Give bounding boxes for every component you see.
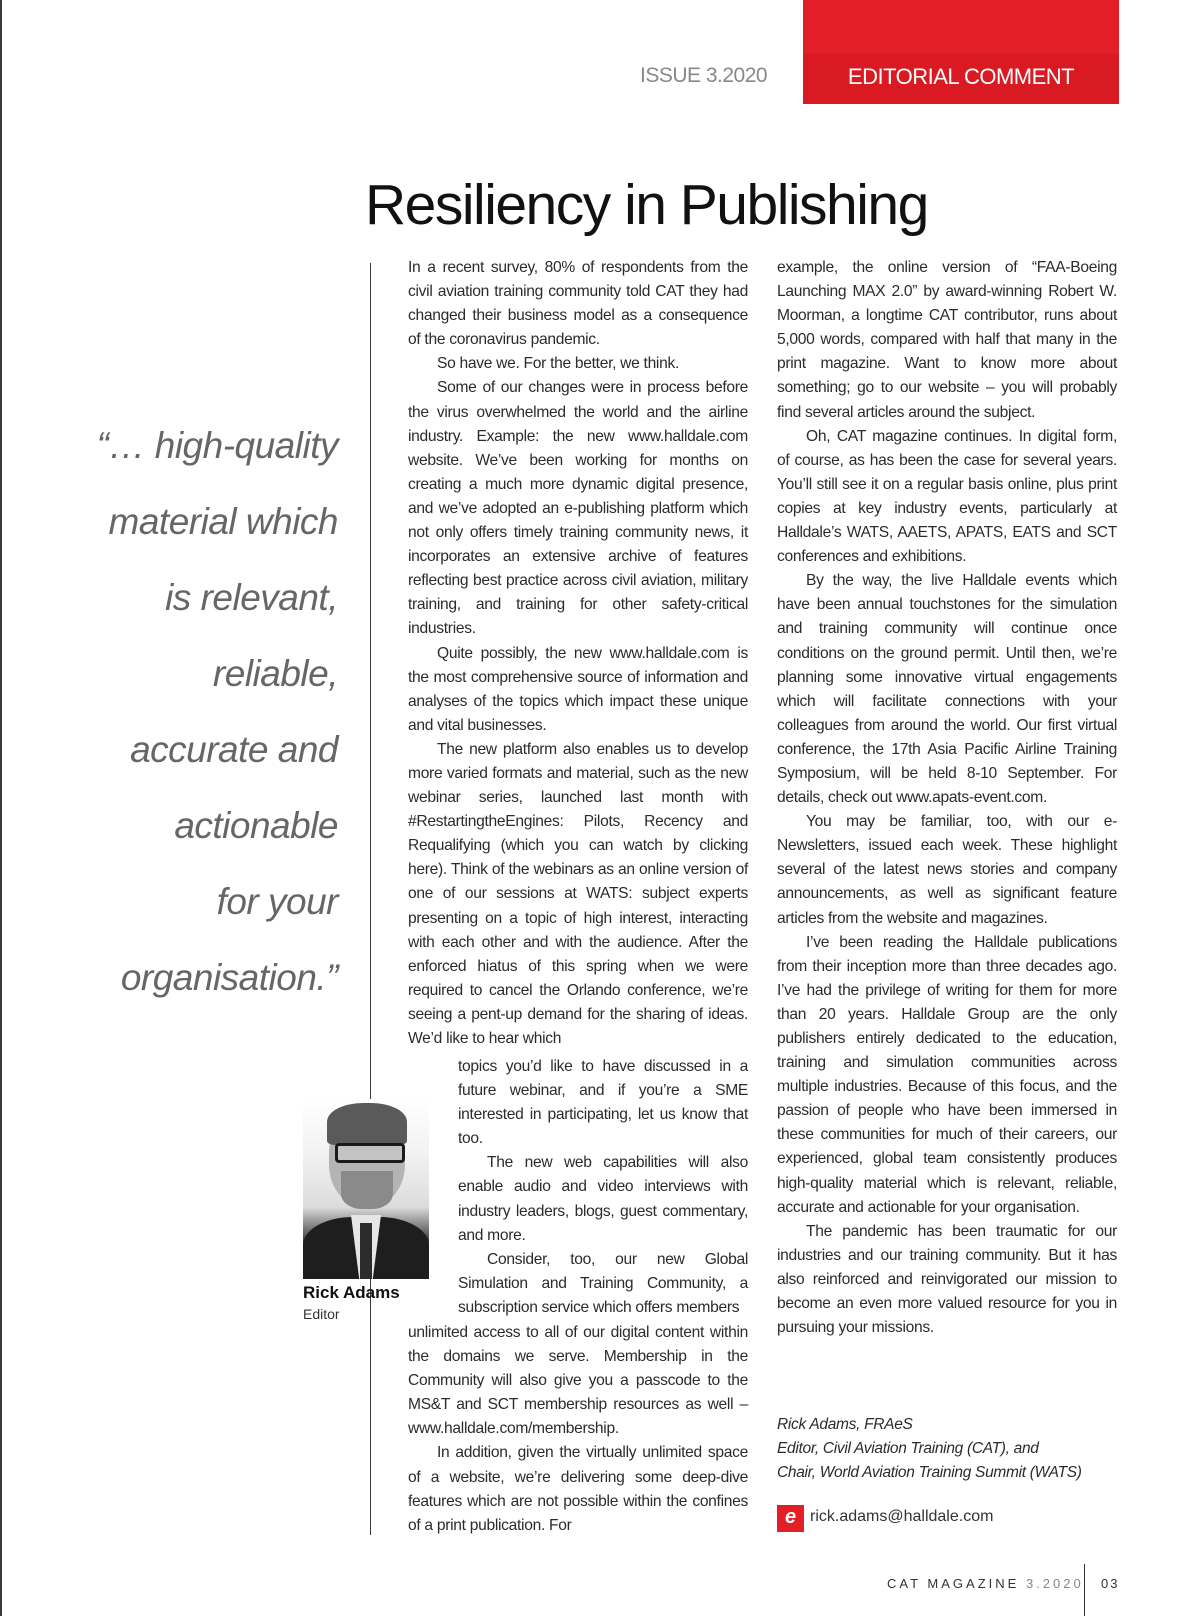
photo-tie — [360, 1223, 372, 1279]
paragraph: So have we. For the better, we think. — [437, 355, 680, 373]
footer-divider — [1084, 1564, 1085, 1616]
page-number: 03 — [1101, 1576, 1120, 1591]
body-column-1-wrap — [458, 1055, 748, 1320]
paragraph: In addition, given the virtually unlimited space of a website, we’re delivering some deep-dive features which are not possible within the confines of a print publication. For — [408, 1444, 748, 1534]
footer-issue: 3.2020 — [1025, 1576, 1084, 1591]
paragraph: Oh, CAT magazine continues. In digital form, of course, as has been the case for several years. You’ll still see it on a regular basis online, plus print copies at key industry events, particularly at Halldale’s WATS, AAETS, APATS, EATS and SCT conferences and exhibitions. — [777, 427, 1117, 566]
paragraph: Consider, too, our new Global Simulation and Training Community, a subscription service which offers members — [458, 1250, 748, 1316]
paragraph: The new platform also enables us to develop more varied formats and material, such as the new webinar series, launched last month with #RestartingtheEngines: Pilots, Recency and Requalifying (which you can watch by clicking here). Think of the webinars as an online version of one of our sessions at WATS: subject experts presenting on a topic of high interest, interacting with each other and with the audience. After the enforced hiatus of this spring when we were required to cancel the Orlando conference, we’re seeing a pent-up demand for the sharing of ideas. We’d like to hear which — [408, 740, 748, 1047]
paragraph: topics you’d like to have discussed in a future webinar, and if you’re a SME interested in participating, let us know that too. — [458, 1058, 748, 1148]
photo-caption-name: Rick Adams — [303, 1283, 400, 1302]
photo-glasses — [335, 1143, 405, 1163]
footer-magazine — [887, 1576, 1084, 1591]
pull-quote-line: material which — [108, 501, 338, 542]
email-link[interactable]: rick.adams@halldale.com — [810, 1508, 994, 1525]
paragraph: By the way, the live Halldale events which have been annual touchstones for the simulation and training community will continue once conditions on the ground permit. Until then, we’re planning some innovative virtual engagements which will facilitate connections with your colleagues from around the world. Our first virtual conference, the 17th Asia Pacific Airline Training Symposium, will be held 8-10 September. For details, check out www.apats-event.com. — [777, 572, 1117, 807]
pull-quote-line: accurate and — [130, 729, 338, 770]
paragraph: The new web capabilities will also enable audio and video interviews with industry leaders, blogs, guest commentary, and more. — [458, 1154, 748, 1244]
article-title: Resiliency in Publishing — [365, 173, 928, 237]
paragraph: Some of our changes were in process before the virus overwhelmed the world and the airline industry. Example: the new www.halldale.com website. We’ve been working for months on creating a much more dynamic digital presence, and we’ve adopted an e-publishing platform which not only offers timely training community news, it incorporates an extensive archive of features reflecting best practice across civil aviation, military training, and training for other safety-critical industries. — [408, 379, 748, 638]
footer-magazine-name: CAT MAGAZINE — [887, 1576, 1020, 1591]
photo-caption-role: Editor — [303, 1306, 340, 1322]
section-tab — [803, 0, 1119, 104]
paragraph: example, the online version of “FAA-Boeing Launching MAX 2.0” by award-winning Robert W. Moorman, a longtime CAT contributor, runs about 5,000 words, compared with half that many in the print magazine. Want to know more about something; go to our website – you will probably find several articles around the subject. — [777, 259, 1117, 421]
photo-hair — [327, 1103, 407, 1145]
author-photo — [303, 1099, 429, 1279]
signature-name: Rick Adams, FRAeS — [777, 1416, 913, 1433]
paragraph: You may be familiar, too, with our e-Newsletters, issued each week. These highlight several of the latest news stories and company announcements, as well as significant feature articles from the website and magazines. — [777, 813, 1117, 927]
column-divider — [370, 263, 371, 1535]
signature-block — [777, 1413, 1137, 1485]
pull-quote — [60, 408, 338, 1016]
body-column-2 — [777, 256, 1117, 1340]
issue-label: ISSUE 3.2020 — [640, 64, 768, 87]
section-label: EDITORIAL COMMENT — [847, 64, 1075, 89]
pull-quote-line: reliable, — [212, 653, 338, 694]
signature-title-1: Editor, Civil Aviation Training (CAT), and — [777, 1440, 1039, 1457]
pull-quote-line: organisation.” — [120, 957, 338, 998]
email-icon: e — [777, 1505, 804, 1532]
signature-title-2: Chair, World Aviation Training Summit (WATS) — [777, 1464, 1082, 1481]
paragraph: unlimited access to all of our digital content within the domains we serve. Membership in the Community will also give you a passcode to the MS&T and SCT membership resources as well – www.halldale.com/membership. — [408, 1324, 748, 1438]
paragraph: The pandemic has been traumatic for our industries and our training community. But it has also reinforced and reinvigorated our mission to become an even more valued resource for you in pursuing your missions. — [777, 1222, 1117, 1337]
photo-beard — [341, 1171, 393, 1209]
paragraph: Quite possibly, the new www.halldale.com is the most comprehensive source of information and analyses of the topics which impact these unique and vital businesses. — [408, 644, 748, 734]
pull-quote-line: “… high-quality — [96, 425, 338, 466]
body-column-1 — [408, 256, 748, 1051]
page-edge-rule — [0, 0, 2, 1616]
pull-quote-line: is relevant, — [165, 577, 338, 618]
pull-quote-line: actionable — [174, 805, 338, 846]
paragraph: I’ve been reading the Halldale publications from their inception more than three decades ago. I’ve had the privilege of writing for them for more than 20 years. Halldale Group are the only publishers entirely dedicated to the education, training and simulation communities across multiple industries. Because of this focus, and the passion of people who have been immersed in these communities for much of their careers, our experienced, global team consistently produces high-quality material which is relevant, reliable, accurate and actionable for your organisation. — [777, 933, 1117, 1216]
paragraph: In a recent survey, 80% of respondents from the civil aviation training community told CAT they had changed their business model as a consequence of the coronavirus pandemic. — [408, 259, 748, 349]
body-column-1-lower — [408, 1321, 748, 1538]
pull-quote-line: for your — [216, 881, 338, 922]
